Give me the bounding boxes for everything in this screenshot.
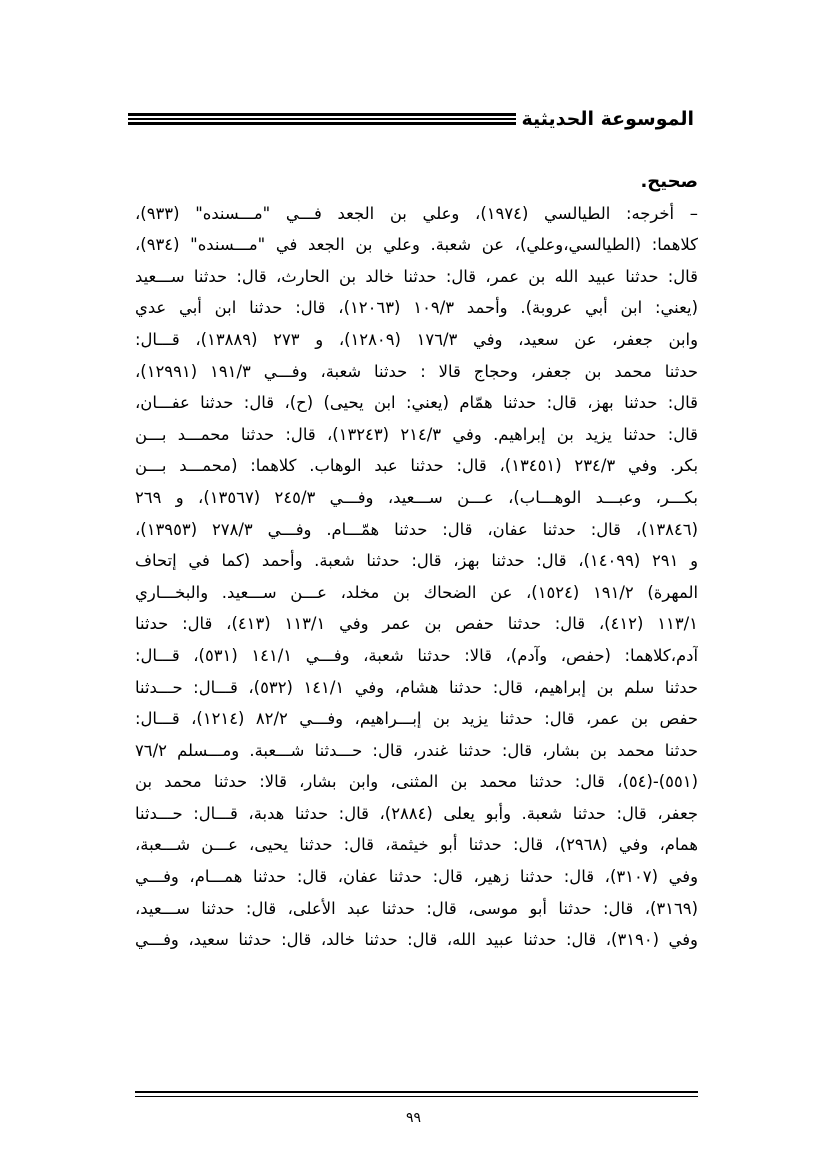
footer-rule-thick: [135, 1091, 698, 1093]
body-line: قال: حدثنا بهز، قال: حدثنا همّام (يعني: ابن يحيى) (ح)، قال: حدثنا عفـــان،: [135, 393, 698, 413]
body-line: حفص بن عمر، قال: حدثنا يزيد بن إبـــراهيم، وفـــي ٨٢/٢ (١٢١٤)، قـــال:: [135, 709, 698, 729]
body-line: و ٢٩١ (١٤٠٩٩)، قال: حدثنا بهز، قال: حدثنا شعبة. وأحمد (كما في إتحاف: [135, 551, 698, 571]
body-line: ١١٣/١ (٤١٢)، قال: حدثنا حفص بن عمر وفي ١١٣/١ (٤١٣)، قال: حدثنا: [135, 614, 698, 634]
body-line: (١٣٨٤٦)، قال: حدثنا عفان، قال: حدثنا همّـــام. وفـــي ٢٧٨/٣ (١٣٩٥٣)،: [135, 519, 698, 539]
page-header-title: الموسوعة الحديثية: [516, 104, 701, 134]
body-line: وابن جعفر، عن سعيد، وفي ١٧٦/٣ (١٢٨٠٩)، و ٢٧٣ (١٣٨٨٩)، قـــال:: [135, 329, 698, 349]
footer-rules: [135, 1091, 698, 1097]
body-line: وفي (٣١٩٠)، قال: حدثنا عبيد الله، قال: حدثنا خالد، قال: حدثنا سعيد، وفـــي: [135, 930, 698, 950]
body-line: (يعني: ابن أبي عروبة). وأحمد ١٠٩/٣ (١٢٠٦٣)، قال: حدثنا ابن أبي عدي: [135, 298, 698, 318]
page-header: [128, 104, 700, 136]
body-line: بكر. وفي ٢٣٤/٣ (١٣٤٥١)، قال: حدثنا عبد الوهاب. كلاهما: (محمـــد بـــن: [135, 456, 698, 476]
body-line: (٣١٦٩)، قال: حدثنا أبو موسى، قال: حدثنا عبد الأعلى، قال: حدثنا ســـعيد،: [135, 898, 698, 918]
body-line: بكـــر، وعبـــد الوهـــاب)، عـــن ســـعيد، وفـــي ٢٤٥/٣ (١٣٥٦٧)، و ٢٦٩: [135, 487, 698, 507]
body-line: قال: حدثنا يزيد بن إبراهيم. وفي ٢١٤/٣ (١٣٢٤٣)، قال: حدثنا محمـــد بـــن: [135, 424, 698, 444]
body-line: جعفر، قال: حدثنا شعبة. وأبو يعلى (٢٨٨٤)، قال: حدثنا هدبة، قـــال: حـــدثنا: [135, 803, 698, 823]
footer-rule-thin: [135, 1096, 698, 1097]
body-line: (٥٥١)-(٥٤)، قال: حدثنا محمد بن المثنى، وابن بشار، قالا: حدثنا محمد بن: [135, 772, 698, 792]
body-line: همام، وفي (٢٩٦٨)، قال: حدثنا أبو خيثمة، قال: حدثنا يحيى، عـــن شـــعبة،: [135, 835, 698, 855]
body-line: كلاهما: (الطيالسي،وعلي)، عن شعبة. وعلي بن الجعد في "مـــسنده" (٩٣٤)،: [135, 235, 698, 255]
body-line: المهرة) ١٩١/٢ (١٥٢٤)، عن الضحاك بن مخلد، عـــن ســـعيد. والبخـــاري: [135, 582, 698, 602]
body-line: حدثنا محمد بن بشار، قال: حدثنا غندر، قال: حـــدثنا شـــعبة. ومـــسلم ٧٦/٢: [135, 740, 698, 760]
body-line: آدم،كلاهما: (حفص، وآدم)، قالا: حدثنا شعبة، وفـــي ١٤١/١ (٥٣١)، قـــال:: [135, 645, 698, 665]
page-number: ٩٩: [405, 1110, 422, 1126]
body-line: صحيح.: [640, 171, 698, 192]
page-body: [135, 166, 698, 956]
body-line: حدثنا سلم بن إبراهيم، قال: حدثنا هشام، وفي ١٤١/١ (٥٣٢)، قـــال: حـــدثنا: [135, 677, 698, 697]
body-line: قال: حدثنا عبيد الله بن عمر، قال: حدثنا خالد بن الحارث، قال: حدثنا ســـعيد: [135, 266, 698, 286]
body-line: – أخرجه: الطيالسي (١٩٧٤)، وعلي بن الجعد فـــي "مـــسنده" (٩٣٣)،: [135, 203, 698, 223]
body-line: وفي (٣١٠٧)، قال: حدثنا زهير، قال: حدثنا عفان، قال: حدثنا همـــام، وفـــي: [135, 867, 698, 887]
body-line: حدثنا محمد بن جعفر، وحجاج قالا : حدثنا شعبة، وفـــي ١٩١/٣ (١٢٩٩١)،: [135, 361, 698, 381]
